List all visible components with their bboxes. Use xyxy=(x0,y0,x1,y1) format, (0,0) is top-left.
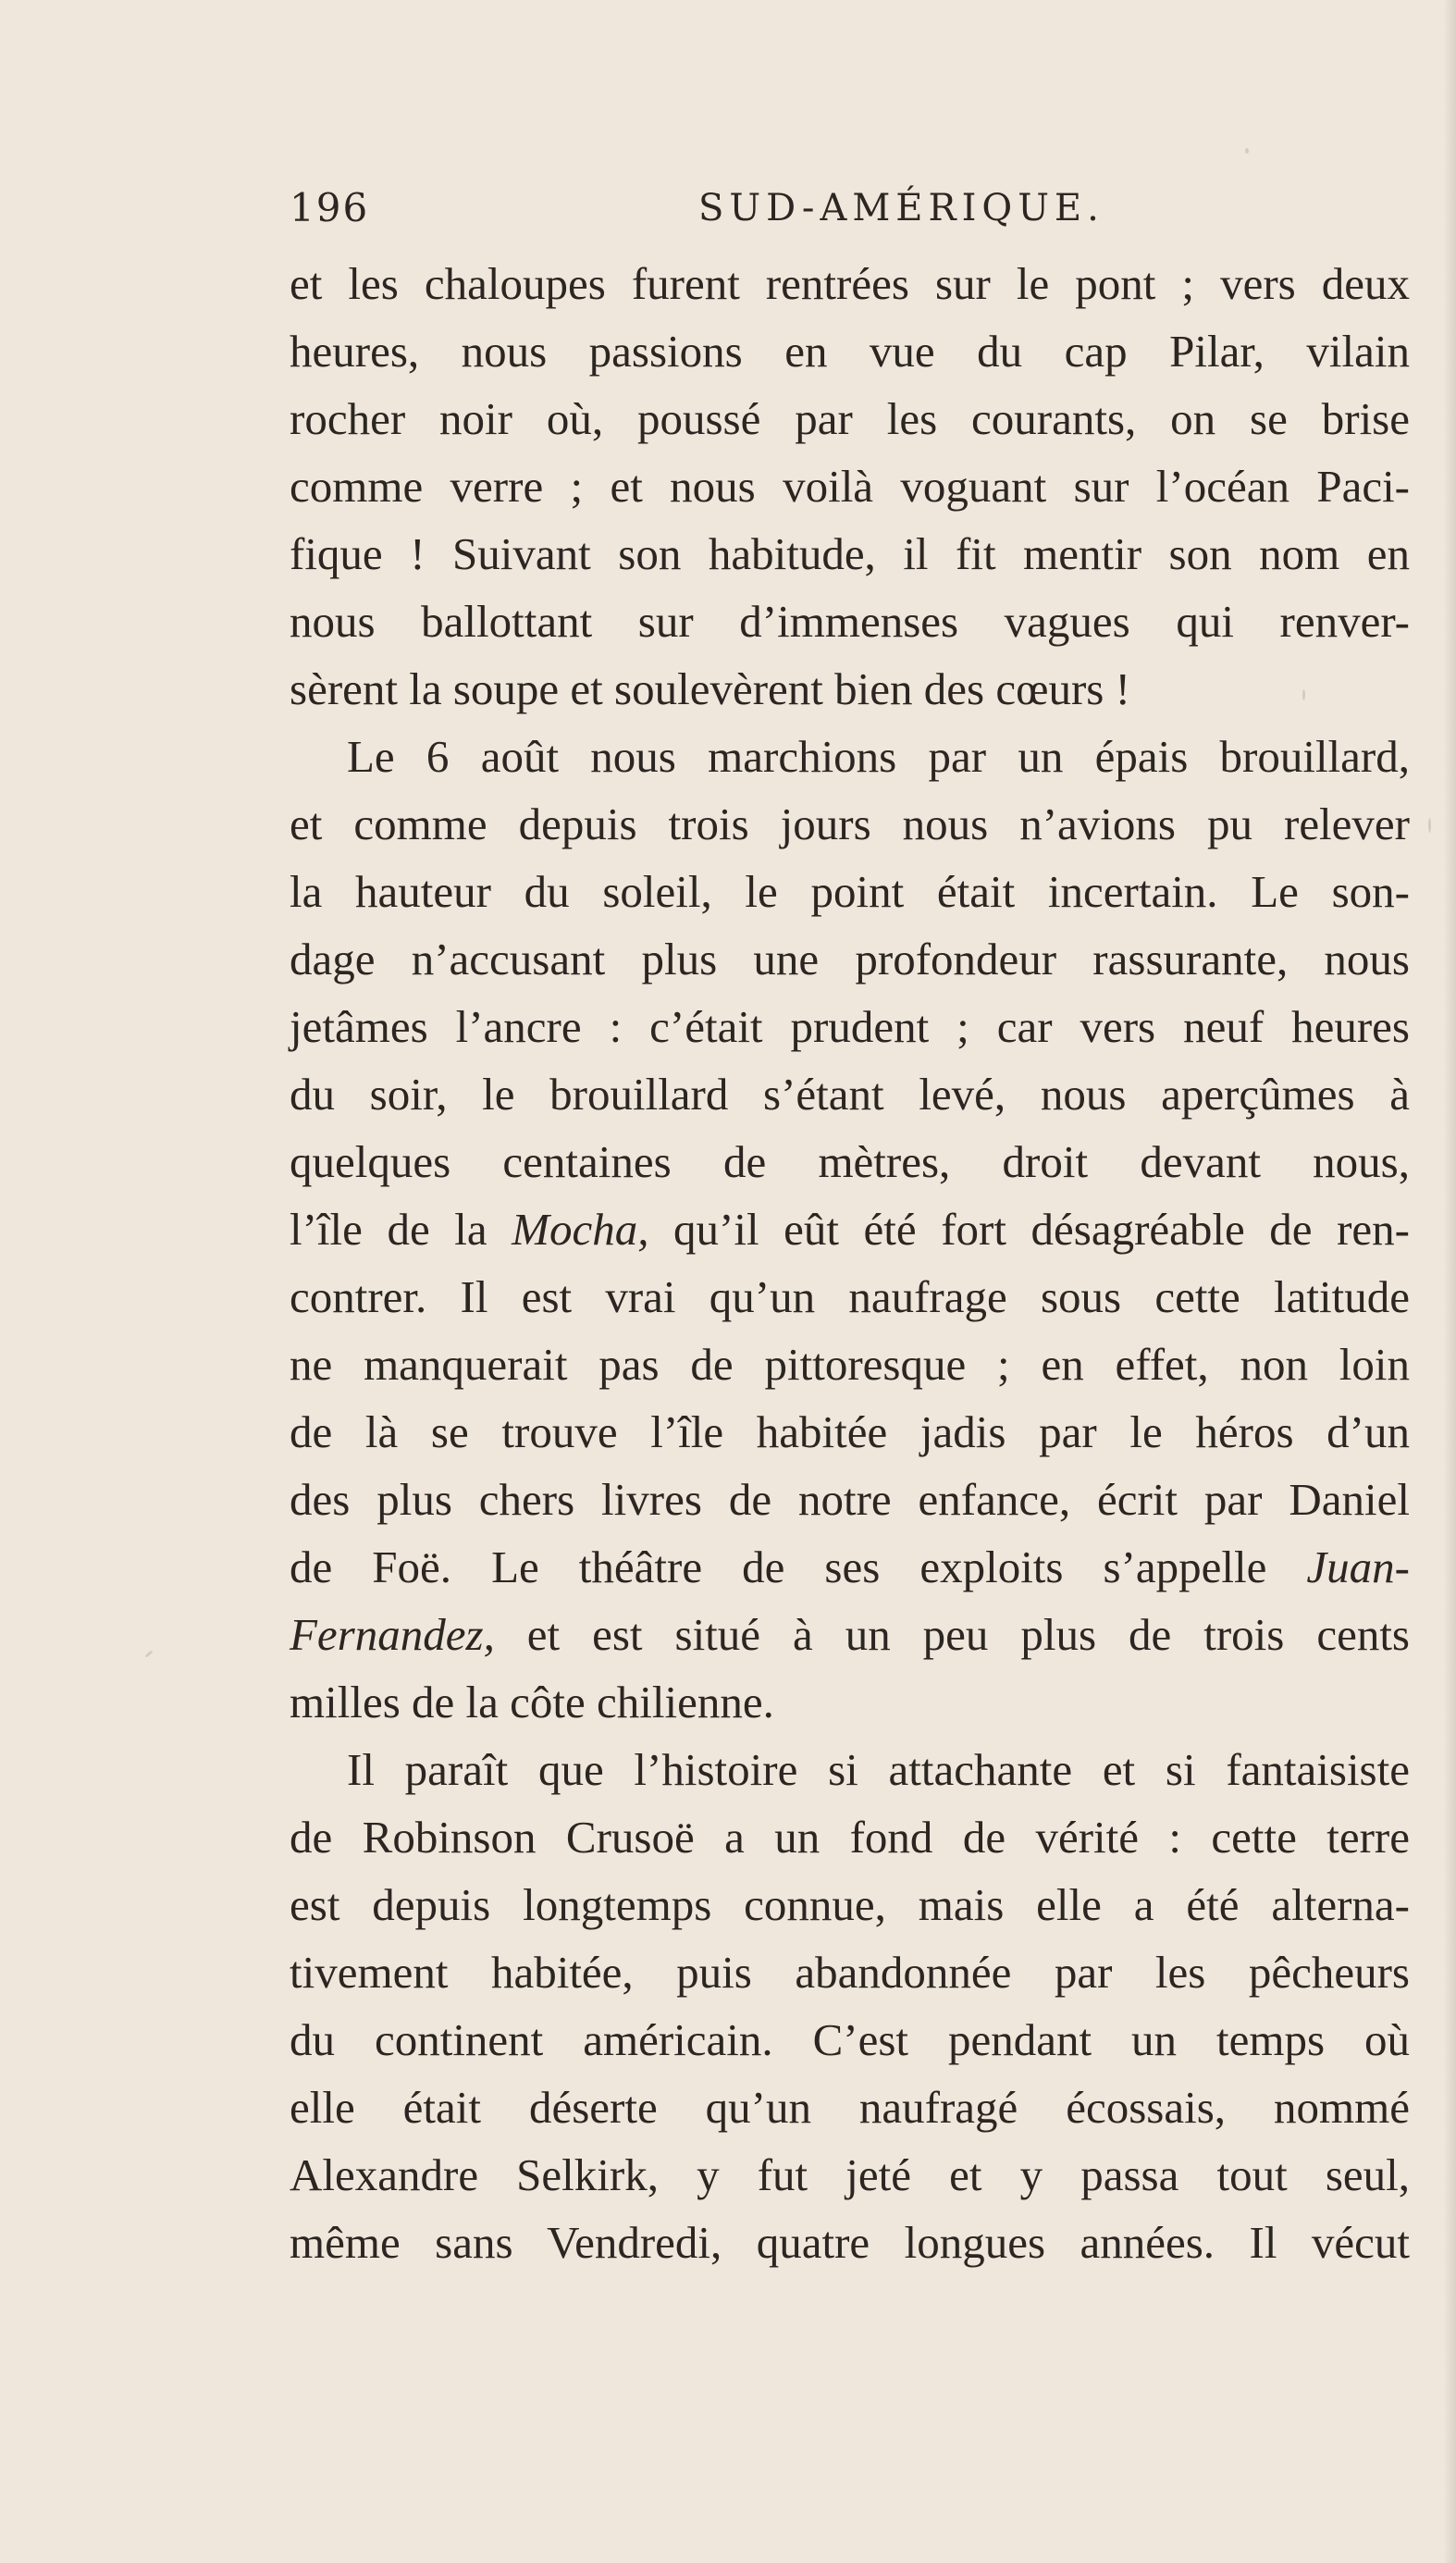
line-text: contrer. Il est vrai qu’un naufrage sous cette latitude xyxy=(290,1271,1410,1322)
text-line xyxy=(290,1601,1410,1668)
text-line xyxy=(290,1263,1410,1331)
text-line xyxy=(290,2074,1410,2141)
line-text-post: qu’il eût été fort désagréable de ren- xyxy=(648,1204,1410,1255)
text-line xyxy=(290,1128,1410,1195)
paper-speck xyxy=(1245,148,1249,154)
paper-speck xyxy=(1428,818,1431,833)
text-line xyxy=(290,2141,1410,2209)
text-line xyxy=(290,858,1410,925)
line-text: fique ! Suivant son habitude, il fit mentir son nom en xyxy=(290,528,1410,579)
line-text: comme verre ; et nous voilà voguant sur l’océan Paci- xyxy=(290,461,1410,512)
line-text: la hauteur du soleil, le point était incertain. Le son- xyxy=(290,866,1410,917)
line-text: tivement habitée, puis abandonnée par les pêcheurs xyxy=(290,1947,1410,1998)
text-line xyxy=(290,1533,1410,1601)
line-text: heures, nous passions en vue du cap Pilar, vilain xyxy=(290,326,1410,377)
line-text: sèrent la soupe et soulevèrent bien des cœurs ! xyxy=(290,663,1130,714)
line-text: elle était déserte qu’un naufragé écossais, nommé xyxy=(290,2082,1410,2133)
page-number: 196 xyxy=(290,185,370,230)
text-line xyxy=(290,1668,1410,1736)
line-text: ne manquerait pas de pittoresque ; en effet, non loin xyxy=(290,1339,1410,1390)
text-line xyxy=(290,1803,1410,1871)
text-line xyxy=(290,1736,1410,1803)
text-line xyxy=(290,385,1410,452)
line-text: jetâmes l’ancre : c’était prudent ; car vers neuf heures xyxy=(290,1001,1410,1052)
line-text: quelques centaines de mètres, droit devant nous, xyxy=(290,1136,1410,1187)
text-line xyxy=(290,1195,1410,1263)
text-line xyxy=(290,588,1410,655)
line-text: du continent américain. C’est pendant un temps où xyxy=(290,2014,1410,2065)
text-line xyxy=(290,655,1410,723)
text-line xyxy=(290,1466,1410,1533)
page-edge-shadow xyxy=(1443,0,1456,2563)
text-line xyxy=(290,993,1410,1060)
line-text: rocher noir où, poussé par les courants, on se brise xyxy=(290,393,1410,444)
text-line xyxy=(290,790,1410,858)
body-text xyxy=(290,250,1410,2276)
line-text: est depuis longtemps connue, mais elle a été alterna- xyxy=(290,1879,1410,1930)
line-text: et les chaloupes furent rentrées sur le pont ; vers deux xyxy=(290,258,1410,309)
line-text: des plus chers livres de notre enfance, écrit par Daniel xyxy=(290,1474,1410,1525)
line-text-post: et est situé à un peu plus de trois cents xyxy=(494,1609,1410,1660)
text-line xyxy=(290,317,1410,385)
line-text: Il paraît que l’histoire si attachante et si fantaisiste xyxy=(347,1744,1410,1795)
text-line xyxy=(290,1938,1410,2006)
page-header-title: SUD-AMÉRIQUE. xyxy=(698,187,1104,229)
line-text-italic: Mocha, xyxy=(512,1204,649,1255)
text-line xyxy=(290,520,1410,588)
text-line xyxy=(290,723,1410,790)
text-line xyxy=(290,2209,1410,2276)
text-line xyxy=(290,1871,1410,1938)
line-text-pre: l’île de la xyxy=(290,1204,512,1255)
line-text: Alexandre Selkirk, y fut jeté et y passa tout seul, xyxy=(290,2149,1410,2200)
text-line xyxy=(290,925,1410,993)
line-text: nous ballottant sur d’immenses vagues qui renver- xyxy=(290,596,1410,647)
line-text-italic: Juan- xyxy=(1306,1542,1410,1592)
running-header xyxy=(290,176,1410,241)
line-text-pre: de Foë. Le théâtre de ses exploits s’appelle xyxy=(290,1542,1307,1592)
text-line xyxy=(290,1398,1410,1466)
paper-speck xyxy=(144,1650,154,1658)
text-line xyxy=(290,1060,1410,1128)
line-text-italic: Fernandez, xyxy=(290,1609,495,1660)
line-text: Le 6 août nous marchions par un épais brouillard, xyxy=(347,731,1410,782)
line-text: de Robinson Crusoë a un fond de vérité : cette terre xyxy=(290,1812,1410,1863)
line-text: dage n’accusant plus une profondeur rassurante, nous xyxy=(290,934,1410,984)
text-line xyxy=(290,2006,1410,2074)
paper-speck xyxy=(1302,689,1305,700)
text-line xyxy=(290,452,1410,520)
line-text: milles de la côte chilienne. xyxy=(290,1677,774,1727)
text-line xyxy=(290,250,1410,317)
line-text: de là se trouve l’île habitée jadis par le héros d’un xyxy=(290,1406,1410,1457)
line-text: même sans Vendredi, quatre longues années. Il vécut xyxy=(290,2217,1410,2268)
text-line xyxy=(290,1331,1410,1398)
line-text: du soir, le brouillard s’étant levé, nous aperçûmes à xyxy=(290,1069,1410,1120)
line-text: et comme depuis trois jours nous n’avions pu relever xyxy=(290,799,1410,849)
